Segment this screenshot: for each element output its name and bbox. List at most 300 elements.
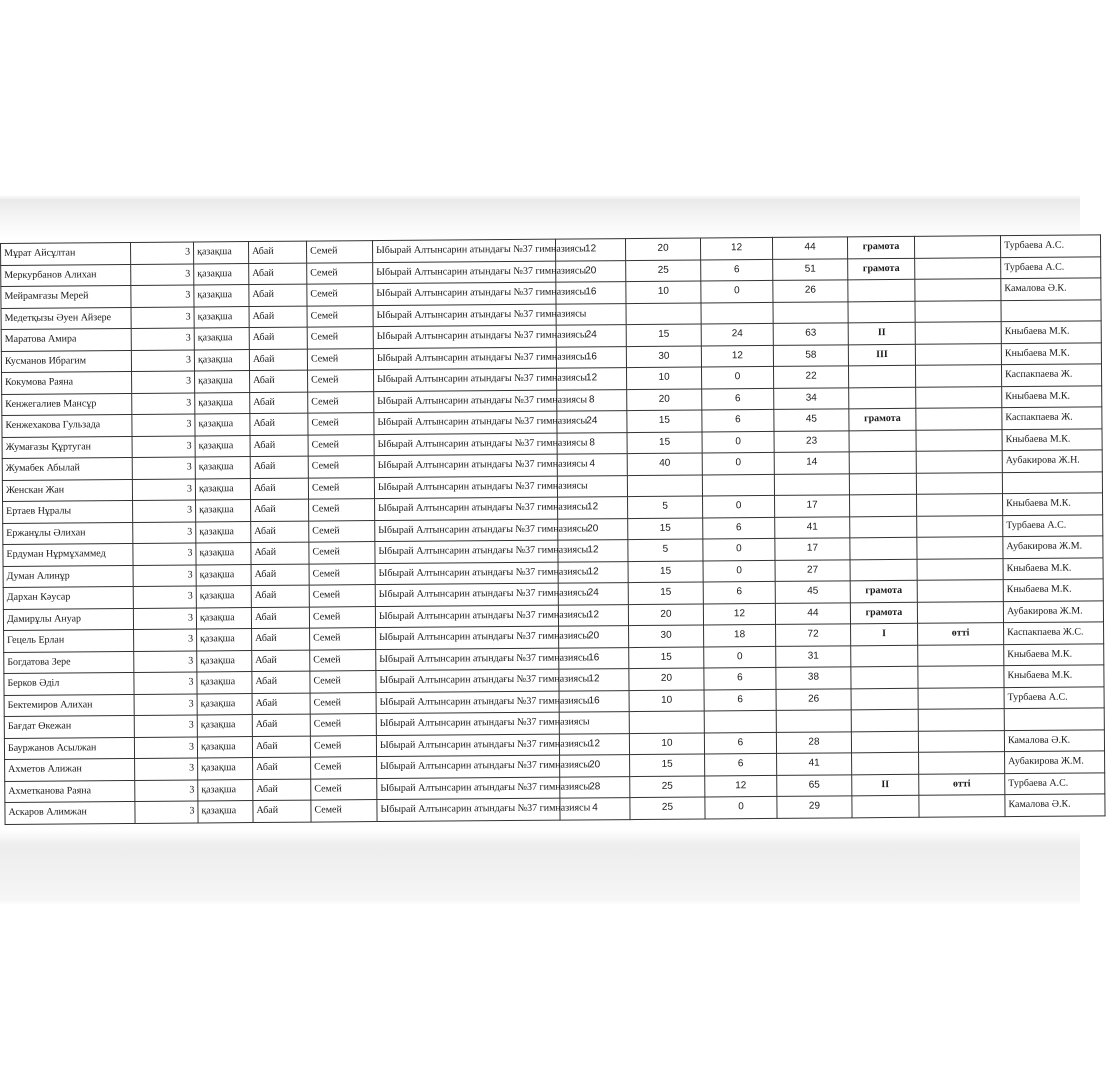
- student-name-cell: Кенжегалиев Мансұр: [2, 393, 132, 416]
- student-name-cell: Маратова Амира: [1, 328, 131, 351]
- pass-status-cell: өтті: [919, 773, 1005, 795]
- score-3-cell: 0: [703, 538, 775, 560]
- score-1-cell: 12: [556, 368, 626, 390]
- grade-cell: 3: [131, 263, 194, 285]
- district-cell: Абай: [253, 757, 311, 779]
- score-1-cell: 8: [557, 432, 627, 454]
- city-cell: Семей: [310, 692, 376, 714]
- district-cell: Абай: [250, 392, 308, 414]
- district-cell: Абай: [249, 327, 307, 349]
- total-score-cell: 58: [773, 344, 848, 366]
- grade-cell: 3: [135, 779, 198, 801]
- district-cell: Абай: [250, 478, 308, 500]
- grade-cell: 3: [134, 736, 197, 758]
- school-cell: Ыбырай Алтынсарин атындағы №37 гимназиясы: [375, 497, 558, 520]
- district-cell: Абай: [251, 542, 309, 564]
- district-cell: Абай: [251, 499, 309, 521]
- total-score-cell: 27: [775, 559, 850, 581]
- total-score-cell: [776, 710, 851, 732]
- grade-cell: 3: [133, 607, 196, 629]
- score-2-cell: 20: [625, 238, 700, 260]
- award-cell: грамота: [847, 236, 914, 258]
- language-cell: қазақша: [196, 543, 251, 565]
- score-2-cell: 15: [630, 754, 705, 776]
- student-name-cell: Бауржанов Асылжан: [4, 737, 134, 760]
- teacher-cell: Кныбаева М.К.: [1001, 342, 1101, 364]
- score-2-cell: 30: [626, 345, 701, 367]
- district-cell: Абай: [253, 800, 311, 822]
- pass-status-cell: [916, 472, 1002, 494]
- pass-status-cell: [915, 300, 1001, 322]
- language-cell: қазақша: [195, 478, 250, 500]
- score-2-cell: 15: [627, 410, 702, 432]
- pass-status-cell: [915, 279, 1001, 301]
- teacher-cell: Турбаева А.С.: [1004, 686, 1104, 708]
- score-2-cell: 10: [626, 281, 701, 303]
- city-cell: Семей: [310, 714, 376, 736]
- grade-cell: 3: [130, 242, 193, 264]
- award-cell: [849, 387, 916, 409]
- score-3-cell: 12: [703, 603, 775, 625]
- pass-status-cell: [917, 537, 1003, 559]
- student-name-cell: Женскан Жан: [2, 479, 132, 502]
- grade-cell: 3: [133, 543, 196, 565]
- city-cell: Семей: [308, 370, 374, 392]
- teacher-cell: Кныбаева М.К.: [1003, 579, 1103, 601]
- student-name-cell: Мейрамғазы Мерей: [1, 285, 131, 308]
- score-2-cell: [629, 711, 704, 733]
- grade-cell: 3: [131, 285, 194, 307]
- grade-cell: 3: [131, 349, 194, 371]
- score-3-cell: 6: [702, 409, 774, 431]
- student-name-cell: Ердуман Нұрмұхаммед: [3, 543, 133, 566]
- score-1-cell: 24: [556, 325, 626, 347]
- district-cell: Абай: [252, 736, 310, 758]
- score-2-cell: 40: [627, 453, 702, 475]
- score-3-cell: 6: [703, 581, 775, 603]
- score-2-cell: [626, 302, 701, 324]
- school-cell: Ыбырай Алтынсарин атындағы №37 гимназиясы: [375, 540, 558, 563]
- school-cell: Ыбырай Алтынсарин атындағы №37 гимназиясы: [373, 261, 556, 284]
- award-cell: [848, 365, 915, 387]
- total-score-cell: 45: [775, 581, 850, 603]
- language-cell: қазақша: [195, 392, 250, 414]
- score-1-cell: 20: [556, 260, 626, 282]
- total-score-cell: 63: [773, 323, 848, 345]
- district-cell: Абай: [249, 349, 307, 371]
- teacher-cell: Камалова Ә.К.: [1005, 794, 1105, 816]
- pass-status-cell: [914, 236, 1000, 258]
- city-cell: Семей: [308, 477, 374, 499]
- school-cell: Ыбырай Алтынсарин атындағы №37 гимназиясы: [373, 304, 556, 327]
- award-cell: I: [851, 623, 918, 645]
- student-name-cell: Аскаров Алимжан: [5, 801, 135, 824]
- score-2-cell: 20: [627, 388, 702, 410]
- total-score-cell: 72: [776, 624, 851, 646]
- score-3-cell: 12: [700, 237, 772, 259]
- student-name-cell: Берков Әділ: [4, 672, 134, 695]
- district-cell: Абай: [250, 456, 308, 478]
- language-cell: қазақша: [198, 758, 253, 780]
- results-table: [0, 234, 1106, 824]
- grade-cell: 3: [132, 414, 195, 436]
- student-name-cell: Мұрат Айсұлтан: [1, 242, 131, 265]
- language-cell: қазақша: [194, 263, 249, 285]
- award-cell: [850, 494, 917, 516]
- grade-cell: 3: [131, 306, 194, 328]
- score-3-cell: 6: [704, 732, 776, 754]
- teacher-cell: Камалова Ә.К.: [1001, 278, 1101, 300]
- language-cell: қазақша: [195, 435, 250, 457]
- student-name-cell: Ертаев Нұралы: [3, 500, 133, 523]
- total-score-cell: 22: [773, 366, 848, 388]
- award-cell: грамота: [850, 580, 917, 602]
- score-2-cell: 15: [628, 517, 703, 539]
- score-1-cell: 20: [558, 518, 628, 540]
- teacher-cell: Аубакирова Ж.М.: [1003, 600, 1103, 622]
- total-score-cell: 41: [777, 753, 852, 775]
- grade-cell: 3: [131, 328, 194, 350]
- score-3-cell: 0: [703, 495, 775, 517]
- award-cell: II: [852, 774, 919, 796]
- score-1-cell: 12: [558, 497, 628, 519]
- language-cell: қазақша: [196, 564, 251, 586]
- award-cell: [851, 709, 918, 731]
- score-2-cell: 15: [627, 431, 702, 453]
- district-cell: Абай: [251, 585, 309, 607]
- award-cell: [850, 516, 917, 538]
- district-cell: Абай: [252, 671, 310, 693]
- language-cell: қазақша: [196, 607, 251, 629]
- score-2-cell: 30: [629, 625, 704, 647]
- language-cell: қазақша: [197, 650, 252, 672]
- score-2-cell: 20: [629, 668, 704, 690]
- city-cell: Семей: [310, 671, 376, 693]
- pass-status-cell: [915, 322, 1001, 344]
- student-name-cell: Бағдат Өкежан: [4, 715, 134, 738]
- student-name-cell: Медетқызы Әуен Айзере: [1, 307, 131, 330]
- grade-cell: 3: [132, 457, 195, 479]
- score-3-cell: 0: [701, 366, 773, 388]
- total-score-cell: 31: [776, 645, 851, 667]
- award-cell: [851, 688, 918, 710]
- student-name-cell: Ахметканова Раяна: [5, 780, 135, 803]
- total-score-cell: 28: [776, 731, 851, 753]
- grade-cell: 3: [132, 371, 195, 393]
- teacher-cell: Турбаева А.С.: [1005, 772, 1105, 794]
- score-1-cell: 16: [559, 690, 629, 712]
- school-cell: Ыбырай Алтынсарин атындағы №37 гимназиясы: [372, 239, 555, 262]
- language-cell: қазақша: [195, 457, 250, 479]
- grade-cell: 3: [134, 715, 197, 737]
- pass-status-cell: [918, 687, 1004, 709]
- city-cell: Семей: [309, 499, 375, 521]
- pass-status-cell: [917, 494, 1003, 516]
- language-cell: қазақша: [194, 328, 249, 350]
- school-cell: Ыбырай Алтынсарин атындағы №37 гимназиясы: [374, 476, 557, 499]
- pass-status-cell: [915, 365, 1001, 387]
- city-cell: Семей: [308, 456, 374, 478]
- total-score-cell: 41: [775, 516, 850, 538]
- score-1-cell: 16: [559, 647, 629, 669]
- score-3-cell: 0: [703, 560, 775, 582]
- school-cell: Ыбырай Алтынсарин атындағы №37 гимназиясы: [373, 347, 556, 370]
- total-score-cell: 26: [776, 688, 851, 710]
- school-cell: Ыбырай Алтынсарин атындағы №37 гимназиясы: [376, 734, 559, 757]
- score-2-cell: 10: [626, 367, 701, 389]
- city-cell: Семей: [307, 262, 373, 284]
- score-1-cell: 4: [557, 454, 627, 476]
- score-2-cell: 15: [629, 646, 704, 668]
- student-name-cell: Жумабек Абылай: [2, 457, 132, 480]
- teacher-cell: [1004, 708, 1104, 730]
- school-cell: Ыбырай Алтынсарин атындағы №37 гимназиясы: [376, 691, 559, 714]
- score-1-cell: 16: [556, 282, 626, 304]
- language-cell: қазақша: [195, 414, 250, 436]
- teacher-cell: Аубакирова Ж.Н.: [1002, 450, 1102, 472]
- score-2-cell: 15: [626, 324, 701, 346]
- grade-cell: 3: [134, 693, 197, 715]
- award-cell: [849, 430, 916, 452]
- pass-status-cell: [915, 343, 1001, 365]
- school-cell: Ыбырай Алтынсарин атындағы №37 гимназиясы: [375, 605, 558, 628]
- award-cell: [848, 301, 915, 323]
- score-2-cell: 25: [626, 259, 701, 281]
- total-score-cell: 34: [774, 387, 849, 409]
- score-1-cell: 12: [555, 239, 625, 261]
- score-3-cell: 6: [704, 667, 776, 689]
- student-name-cell: Жумағазы Құртуган: [2, 436, 132, 459]
- city-cell: Семей: [308, 434, 374, 456]
- score-2-cell: 10: [629, 732, 704, 754]
- score-2-cell: 20: [628, 603, 703, 625]
- student-name-cell: Бектемиров Алихан: [4, 694, 134, 717]
- total-score-cell: 44: [775, 602, 850, 624]
- city-cell: Семей: [310, 628, 376, 650]
- teacher-cell: Каспакпаева Ж.: [1002, 407, 1102, 429]
- award-cell: [851, 666, 918, 688]
- score-1-cell: 24: [558, 583, 628, 605]
- score-3-cell: 12: [705, 775, 777, 797]
- score-3-cell: 6: [702, 388, 774, 410]
- total-score-cell: 17: [775, 538, 850, 560]
- student-name-cell: Ержанұлы Әлихан: [3, 522, 133, 545]
- student-name-cell: Меркурбанов Алихан: [1, 264, 131, 287]
- score-3-cell: 6: [705, 753, 777, 775]
- score-3-cell: 0: [702, 452, 774, 474]
- teacher-cell: Кныбаева М.К.: [1004, 665, 1104, 687]
- total-score-cell: 51: [773, 258, 848, 280]
- language-cell: қазақша: [197, 736, 252, 758]
- pass-status-cell: [917, 558, 1003, 580]
- city-cell: Семей: [311, 757, 377, 779]
- school-cell: Ыбырай Алтынсарин атындағы №37 гимназиясы: [373, 282, 556, 305]
- district-cell: Абай: [250, 370, 308, 392]
- student-name-cell: Богдатова Зере: [4, 651, 134, 674]
- score-2-cell: 15: [628, 582, 703, 604]
- city-cell: Семей: [309, 542, 375, 564]
- total-score-cell: [773, 301, 848, 323]
- teacher-cell: Турбаева А.С.: [1003, 514, 1103, 536]
- pass-status-cell: [917, 601, 1003, 623]
- score-3-cell: 6: [703, 517, 775, 539]
- teacher-cell: Кныбаева М.К.: [1002, 493, 1102, 515]
- award-cell: [849, 473, 916, 495]
- score-3-cell: 18: [704, 624, 776, 646]
- teacher-cell: Каспакпаева Ж.: [1001, 364, 1101, 386]
- award-cell: [848, 279, 915, 301]
- teacher-cell: Камалова Ә.К.: [1004, 729, 1104, 751]
- score-1-cell: 4: [560, 798, 630, 820]
- district-cell: Абай: [251, 607, 309, 629]
- score-3-cell: 0: [702, 431, 774, 453]
- pass-status-cell: [917, 580, 1003, 602]
- award-cell: II: [848, 322, 915, 344]
- student-name-cell: Дархан Кәусар: [3, 586, 133, 609]
- language-cell: қазақша: [195, 371, 250, 393]
- grade-cell: 3: [134, 672, 197, 694]
- language-cell: қазақша: [197, 715, 252, 737]
- school-cell: Ыбырай Алтынсарин атындағы №37 гимназиясы: [375, 519, 558, 542]
- pass-status-cell: [918, 644, 1004, 666]
- city-cell: Семей: [310, 649, 376, 671]
- score-2-cell: 25: [630, 775, 705, 797]
- district-cell: Абай: [249, 263, 307, 285]
- teacher-cell: [1002, 471, 1102, 493]
- city-cell: Семей: [308, 413, 374, 435]
- district-cell: Абай: [252, 693, 310, 715]
- language-cell: қазақша: [196, 586, 251, 608]
- pass-status-cell: [918, 730, 1004, 752]
- total-score-cell: 65: [777, 774, 852, 796]
- award-cell: грамота: [850, 602, 917, 624]
- district-cell: Абай: [252, 628, 310, 650]
- score-2-cell: [627, 474, 702, 496]
- city-cell: Семей: [308, 391, 374, 413]
- school-cell: Ыбырай Алтынсарин атындағы №37 гимназиясы: [377, 755, 560, 778]
- school-cell: Ыбырай Алтынсарин атындағы №37 гимназиясы: [375, 583, 558, 606]
- score-2-cell: 5: [628, 539, 703, 561]
- score-1-cell: 28: [560, 776, 630, 798]
- score-1-cell: 16: [556, 346, 626, 368]
- award-cell: грамота: [848, 258, 915, 280]
- city-cell: Семей: [311, 778, 377, 800]
- grade-cell: 3: [133, 564, 196, 586]
- city-cell: Семей: [310, 735, 376, 757]
- grade-cell: 3: [135, 801, 198, 823]
- total-score-cell: 38: [776, 667, 851, 689]
- school-cell: Ыбырай Алтынсарин атындағы №37 гимназиясы: [375, 562, 558, 585]
- city-cell: Семей: [306, 241, 372, 263]
- student-name-cell: Дамирұлы Ануар: [3, 608, 133, 631]
- grade-cell: 3: [134, 629, 197, 651]
- score-1-cell: 12: [558, 561, 628, 583]
- score-3-cell: [702, 474, 774, 496]
- language-cell: қазақша: [196, 500, 251, 522]
- total-score-cell: 14: [774, 452, 849, 474]
- award-cell: [851, 731, 918, 753]
- student-name-cell: Кусманов Ибрагим: [1, 350, 131, 373]
- district-cell: Абай: [251, 564, 309, 586]
- grade-cell: 3: [135, 758, 198, 780]
- teacher-cell: Кныбаева М.К.: [1004, 643, 1104, 665]
- score-3-cell: 12: [701, 345, 773, 367]
- total-score-cell: 26: [773, 280, 848, 302]
- teacher-cell: Аубакирова Ж.М.: [1003, 536, 1103, 558]
- score-1-cell: 20: [560, 755, 630, 777]
- score-2-cell: 15: [628, 560, 703, 582]
- pass-status-cell: [919, 795, 1005, 817]
- score-2-cell: 10: [629, 689, 704, 711]
- score-1-cell: 8: [557, 389, 627, 411]
- score-1-cell: 12: [559, 733, 629, 755]
- district-cell: Абай: [253, 779, 311, 801]
- pass-status-cell: өтті: [918, 623, 1004, 645]
- language-cell: қазақша: [197, 672, 252, 694]
- total-score-cell: 45: [774, 409, 849, 431]
- score-1-cell: 12: [558, 540, 628, 562]
- pass-status-cell: [918, 709, 1004, 731]
- score-1-cell: 12: [558, 604, 628, 626]
- school-cell: Ыбырай Алтынсарин атындағы №37 гимназиясы: [376, 626, 559, 649]
- district-cell: Абай: [248, 241, 306, 263]
- school-cell: Ыбырай Алтынсарин атындағы №37 гимназиясы: [377, 777, 560, 800]
- student-name-cell: Думан Алинұр: [3, 565, 133, 588]
- school-cell: Ыбырай Алтынсарин атындағы №37 гимназиясы: [376, 712, 559, 735]
- score-3-cell: 24: [701, 323, 773, 345]
- teacher-cell: Кныбаева М.К.: [1001, 321, 1101, 343]
- city-cell: Семей: [309, 606, 375, 628]
- award-cell: [851, 645, 918, 667]
- pass-status-cell: [917, 515, 1003, 537]
- award-cell: [852, 795, 919, 817]
- score-3-cell: 6: [704, 689, 776, 711]
- total-score-cell: 44: [772, 237, 847, 259]
- score-3-cell: 6: [701, 259, 773, 281]
- award-cell: [850, 559, 917, 581]
- total-score-cell: 29: [777, 796, 852, 818]
- teacher-cell: Кныбаева М.К.: [1002, 385, 1102, 407]
- grade-cell: 3: [132, 478, 195, 500]
- city-cell: Семей: [307, 284, 373, 306]
- city-cell: Семей: [307, 305, 373, 327]
- score-1-cell: 24: [557, 411, 627, 433]
- award-cell: [849, 451, 916, 473]
- award-cell: [852, 752, 919, 774]
- student-name-cell: Ахметов Алижан: [5, 758, 135, 781]
- district-cell: Абай: [250, 435, 308, 457]
- city-cell: Семей: [309, 520, 375, 542]
- score-3-cell: 0: [704, 646, 776, 668]
- results-sheet: [0, 235, 1085, 825]
- school-cell: Ыбырай Алтынсарин атындағы №37 гимназиясы: [377, 798, 560, 821]
- language-cell: қазақша: [198, 779, 253, 801]
- award-cell: III: [848, 344, 915, 366]
- district-cell: Абай: [249, 284, 307, 306]
- city-cell: Семей: [309, 585, 375, 607]
- teacher-cell: Турбаева А.С.: [1001, 256, 1101, 278]
- student-name-cell: Кенжехакова Гульзада: [2, 414, 132, 437]
- score-3-cell: 0: [705, 796, 777, 818]
- pass-status-cell: [916, 429, 1002, 451]
- school-cell: Ыбырай Алтынсарин атындағы №37 гимназиясы: [374, 411, 557, 434]
- student-name-cell: Гецель Ерлан: [4, 629, 134, 652]
- student-name-cell: Кокумова Раяна: [2, 371, 132, 394]
- pass-status-cell: [916, 451, 1002, 473]
- pass-status-cell: [918, 666, 1004, 688]
- pass-status-cell: [915, 257, 1001, 279]
- city-cell: Семей: [311, 800, 377, 822]
